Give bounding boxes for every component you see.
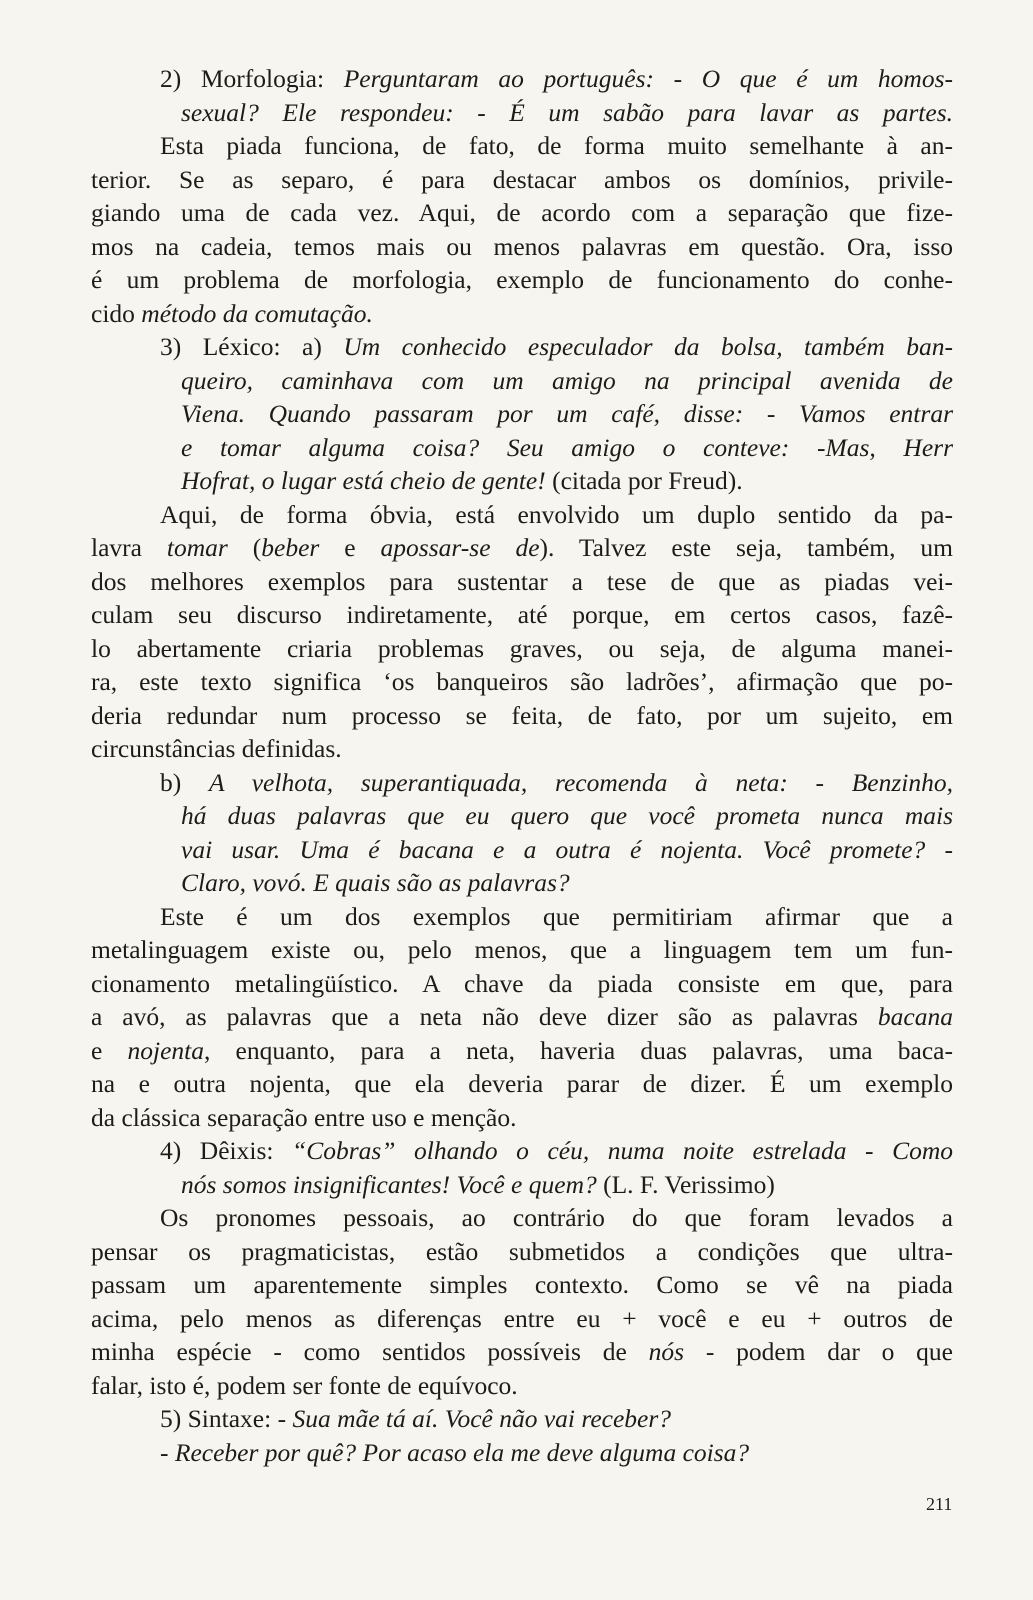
text-line: 2) Morfologia: Perguntaram ao português: - O que é um homos- (160, 64, 953, 93)
text-line: na e outra nojenta, que ela deveria parar de dizer. É um exemplo (91, 1069, 953, 1098)
text-line: deria redundar num processo se feita, de fato, por um sujeito, em (91, 701, 953, 730)
text-line: giando uma de cada vez. Aqui, de acordo com a separação que fize- (91, 198, 953, 227)
text-line: culam seu discurso indiretamente, até porque, em certos casos, fazê- (91, 600, 953, 629)
text-line: 5) Sintaxe: - Sua mãe tá aí. Você não vai receber? (160, 1404, 672, 1433)
text-line: e nojenta, enquanto, para a neta, haveria duas palavras, uma baca- (91, 1036, 953, 1065)
text-line: é um problema de morfologia, exemplo de funcionamento do conhe- (91, 265, 953, 294)
text-line: metalinguagem existe ou, pelo menos, que a linguagem tem um fun- (91, 935, 953, 964)
text-line: circunstâncias definidas. (91, 734, 342, 763)
text-line: vai usar. Uma é bacana e a outra é nojenta. Você promete? - (181, 835, 953, 864)
text-line: dos melhores exemplos para sustentar a tese de que as piadas vei- (91, 567, 953, 596)
text-line: há duas palavras que eu quero que você prometa nunca mais (181, 801, 953, 830)
text-line: Esta piada funciona, de fato, de forma muito semelhante à an- (160, 131, 953, 160)
text-line: Este é um dos exemplos que permitiriam afirmar que a (160, 902, 953, 931)
text-line: Aqui, de forma óbvia, está envolvido um duplo sentido da pa- (160, 500, 953, 529)
text-line: passam um aparentemente simples contexto. Como se vê na piada (91, 1270, 953, 1299)
text-line: terior. Se as separo, é para destacar ambos os domínios, privile- (91, 165, 953, 194)
text-line: e tomar alguma coisa? Seu amigo o conteve: -Mas, Herr (181, 433, 953, 462)
text-line: Viena. Quando passaram por um café, disse: - Vamos entrar (181, 399, 953, 428)
text-line: nós somos insignificantes! Você e quem? (L. F. Verissimo) (181, 1170, 775, 1199)
text-line: minha espécie - como sentidos possíveis de nós - podem dar o que (91, 1337, 953, 1366)
text-line: lo abertamente criaria problemas graves, ou seja, de alguma manei- (91, 634, 953, 663)
text-line: cido método da comutação. (91, 299, 373, 328)
text-line: queiro, caminhava com um amigo na principal avenida de (181, 366, 953, 395)
text-line: pensar os pragmaticistas, estão submetidos a condições que ultra- (91, 1237, 953, 1266)
text-line: Claro, vovó. E quais são as palavras? (181, 868, 570, 897)
page-number: 211 (926, 1494, 953, 1514)
text-line: 4) Dêixis: “Cobras” olhando o céu, numa noite estrelada - Como (160, 1136, 954, 1165)
text-line: Os pronomes pessoais, ao contrário do que foram levados a (160, 1203, 953, 1232)
text-line: - Receber por quê? Por acaso ela me deve alguma coisa? (160, 1438, 750, 1467)
text-line: sexual? Ele respondeu: - É um sabão para lavar as partes. (181, 98, 953, 127)
text-line: lavra tomar (beber e apossar-se de). Talvez este seja, também, um (91, 533, 953, 562)
text-line: 3) Léxico: a) Um conhecido especulador da bolsa, também ban- (160, 332, 953, 361)
text-line: acima, pelo menos as diferenças entre eu + você e eu + outros de (91, 1304, 953, 1333)
text-line: mos na cadeia, temos mais ou menos palavras em questão. Ora, isso (91, 232, 953, 261)
text-line: Hofrat, o lugar está cheio de gente! (citada por Freud). (181, 466, 743, 495)
text-line: falar, isto é, podem ser fonte de equívoco. (91, 1371, 518, 1400)
text-line: da clássica separação entre uso e menção. (91, 1103, 517, 1132)
text-line: b) A velhota, superantiquada, recomenda à neta: - Benzinho, (160, 768, 953, 797)
text-line: ra, este texto significa ‘os banqueiros são ladrões’, afirmação que po- (91, 667, 953, 696)
text-line: a avó, as palavras que a neta não deve dizer são as palavras bacana (91, 1002, 953, 1031)
text-line: cionamento metalingüístico. A chave da piada consiste em que, para (91, 969, 953, 998)
